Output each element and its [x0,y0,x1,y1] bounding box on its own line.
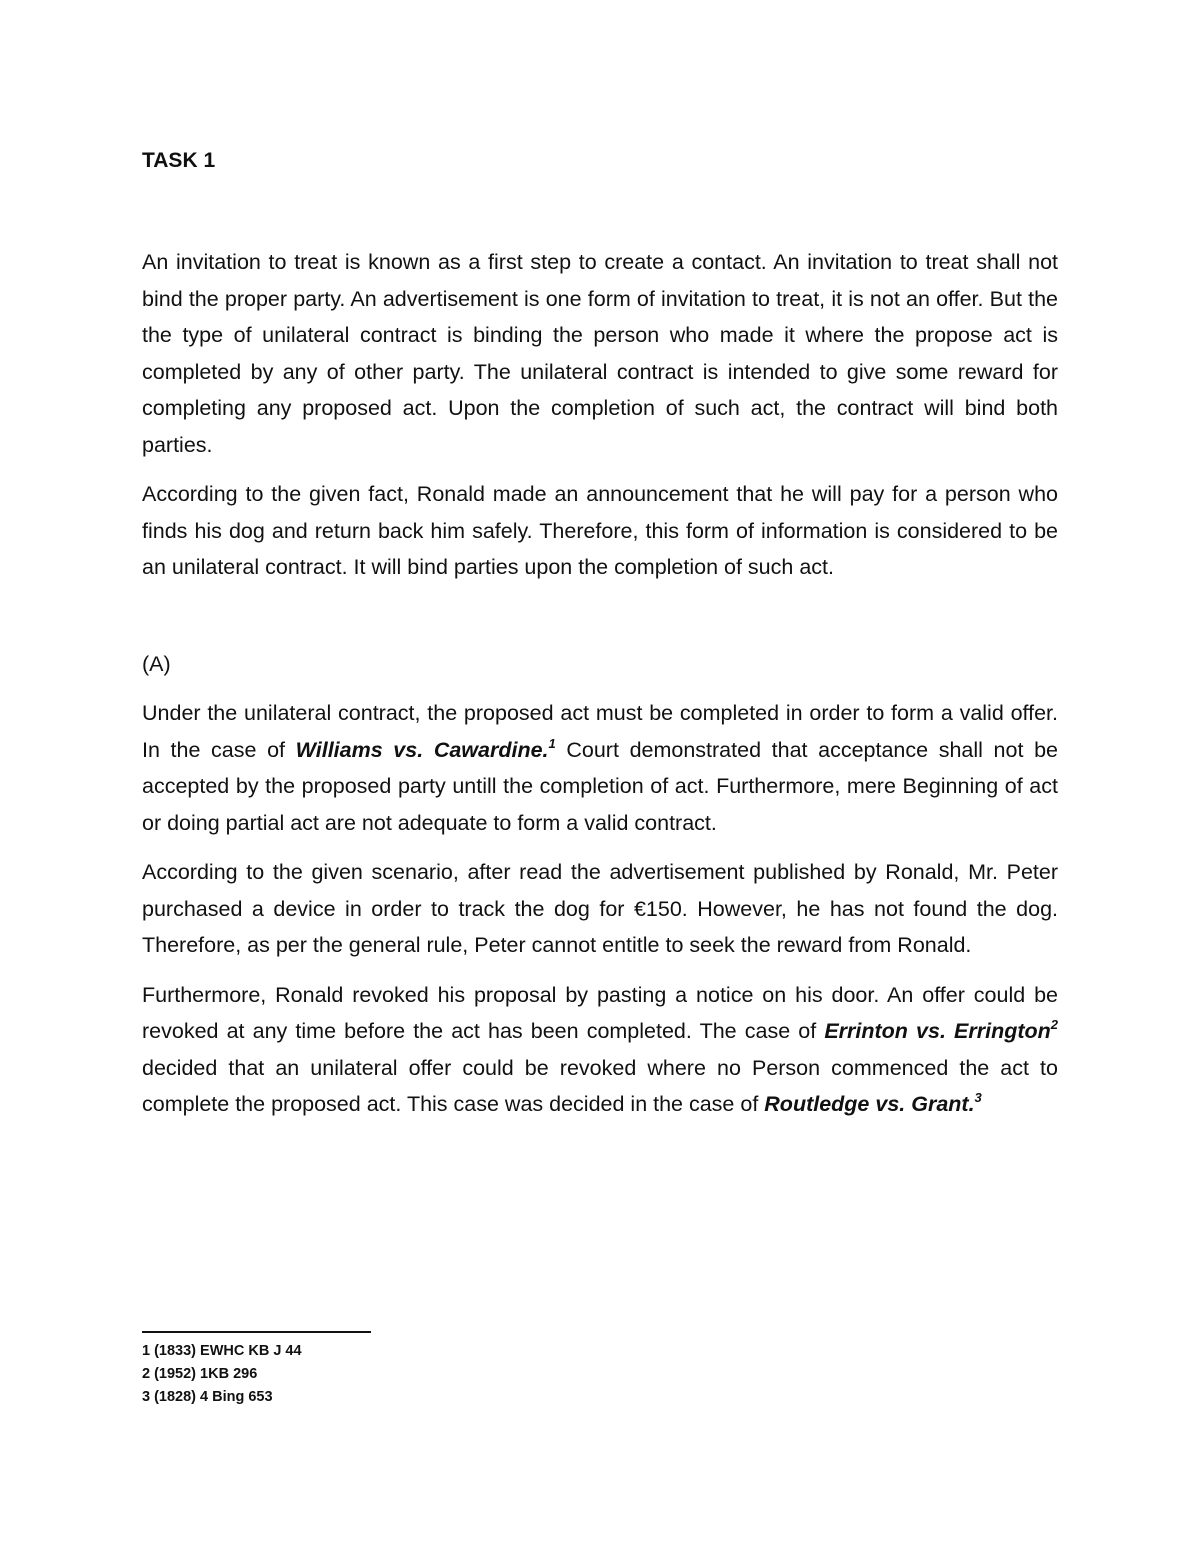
footnotes [142,1340,302,1409]
text-run: Court demonstrated that acceptance shall not be accepted by the proposed party untill the completion of act. Furthermore, mere Beginning of act or doing partial act are not adequate to form a valid contract. [142,737,1058,835]
footnote-2: 2 (1952) 1KB 296 [142,1366,258,1382]
section-a-paragraph-1 [142,695,1058,841]
section-a-label: (A) [142,651,171,676]
section-a-paragraph-2: According to the given scenario, after read the advertisement published by Ronald, Mr. Peter purchased a device in order to track the dog for €150. However, he has not found the dog. Therefore, as per the general rule, Peter cannot entitle to seek the reward from Ronald. [142,860,1058,957]
case-citation-williams: Williams vs. Cawardine. [295,737,549,762]
section-a-paragraph-3 [142,977,1058,1123]
task-heading: TASK 1 [142,149,216,172]
case-citation-routledge: Routledge vs. Grant. [764,1092,975,1116]
footnote-ref-2: 2 [1050,1017,1058,1032]
footnote-separator [142,1331,371,1333]
intro-paragraph-1: An invitation to treat is known as a first step to create a contact. An invitation to treat shall not bind the proper party. An advertisement is one form of invitation to treat, it is not an offer. But the the type of unilateral contract is binding the person who made it where the propose act is completed by any of other party. The unilateral contract is intended to give some reward for completing any proposed act. Upon the completion of such act, the contract will bind both parties. [142,250,1058,457]
document-body [142,244,1058,1136]
footnote-ref-1: 1 [548,735,556,751]
footnote-ref-3: 3 [974,1090,982,1105]
text-run: Under the unilateral contract, the proposed act must be completed in order to form a valid offer. In the case of [142,701,1058,762]
intro-paragraph-2: According to the given fact, Ronald made an announcement that he will pay for a person who finds his dog and return back him safely. Therefore, this form of information is considered to be an unilateral contract. It will bind parties upon the completion of such act. [142,482,1058,579]
text-run: decided that an unilateral offer could be revoked where no Person commenced the act to complete the proposed act. This case was decided in the case of [142,1055,1058,1116]
text-run: Furthermore, Ronald revoked his proposal by pasting a notice on his door. An offer could be revoked at any time before the act has been completed. The case of [142,982,1058,1043]
footnote-3: 3 (1828) 4 Bing 653 [142,1389,273,1405]
case-citation-errington: Errinton vs. Errington [824,1019,1051,1043]
footnote-1: 1 (1833) EWHC KB J 44 [142,1343,302,1359]
